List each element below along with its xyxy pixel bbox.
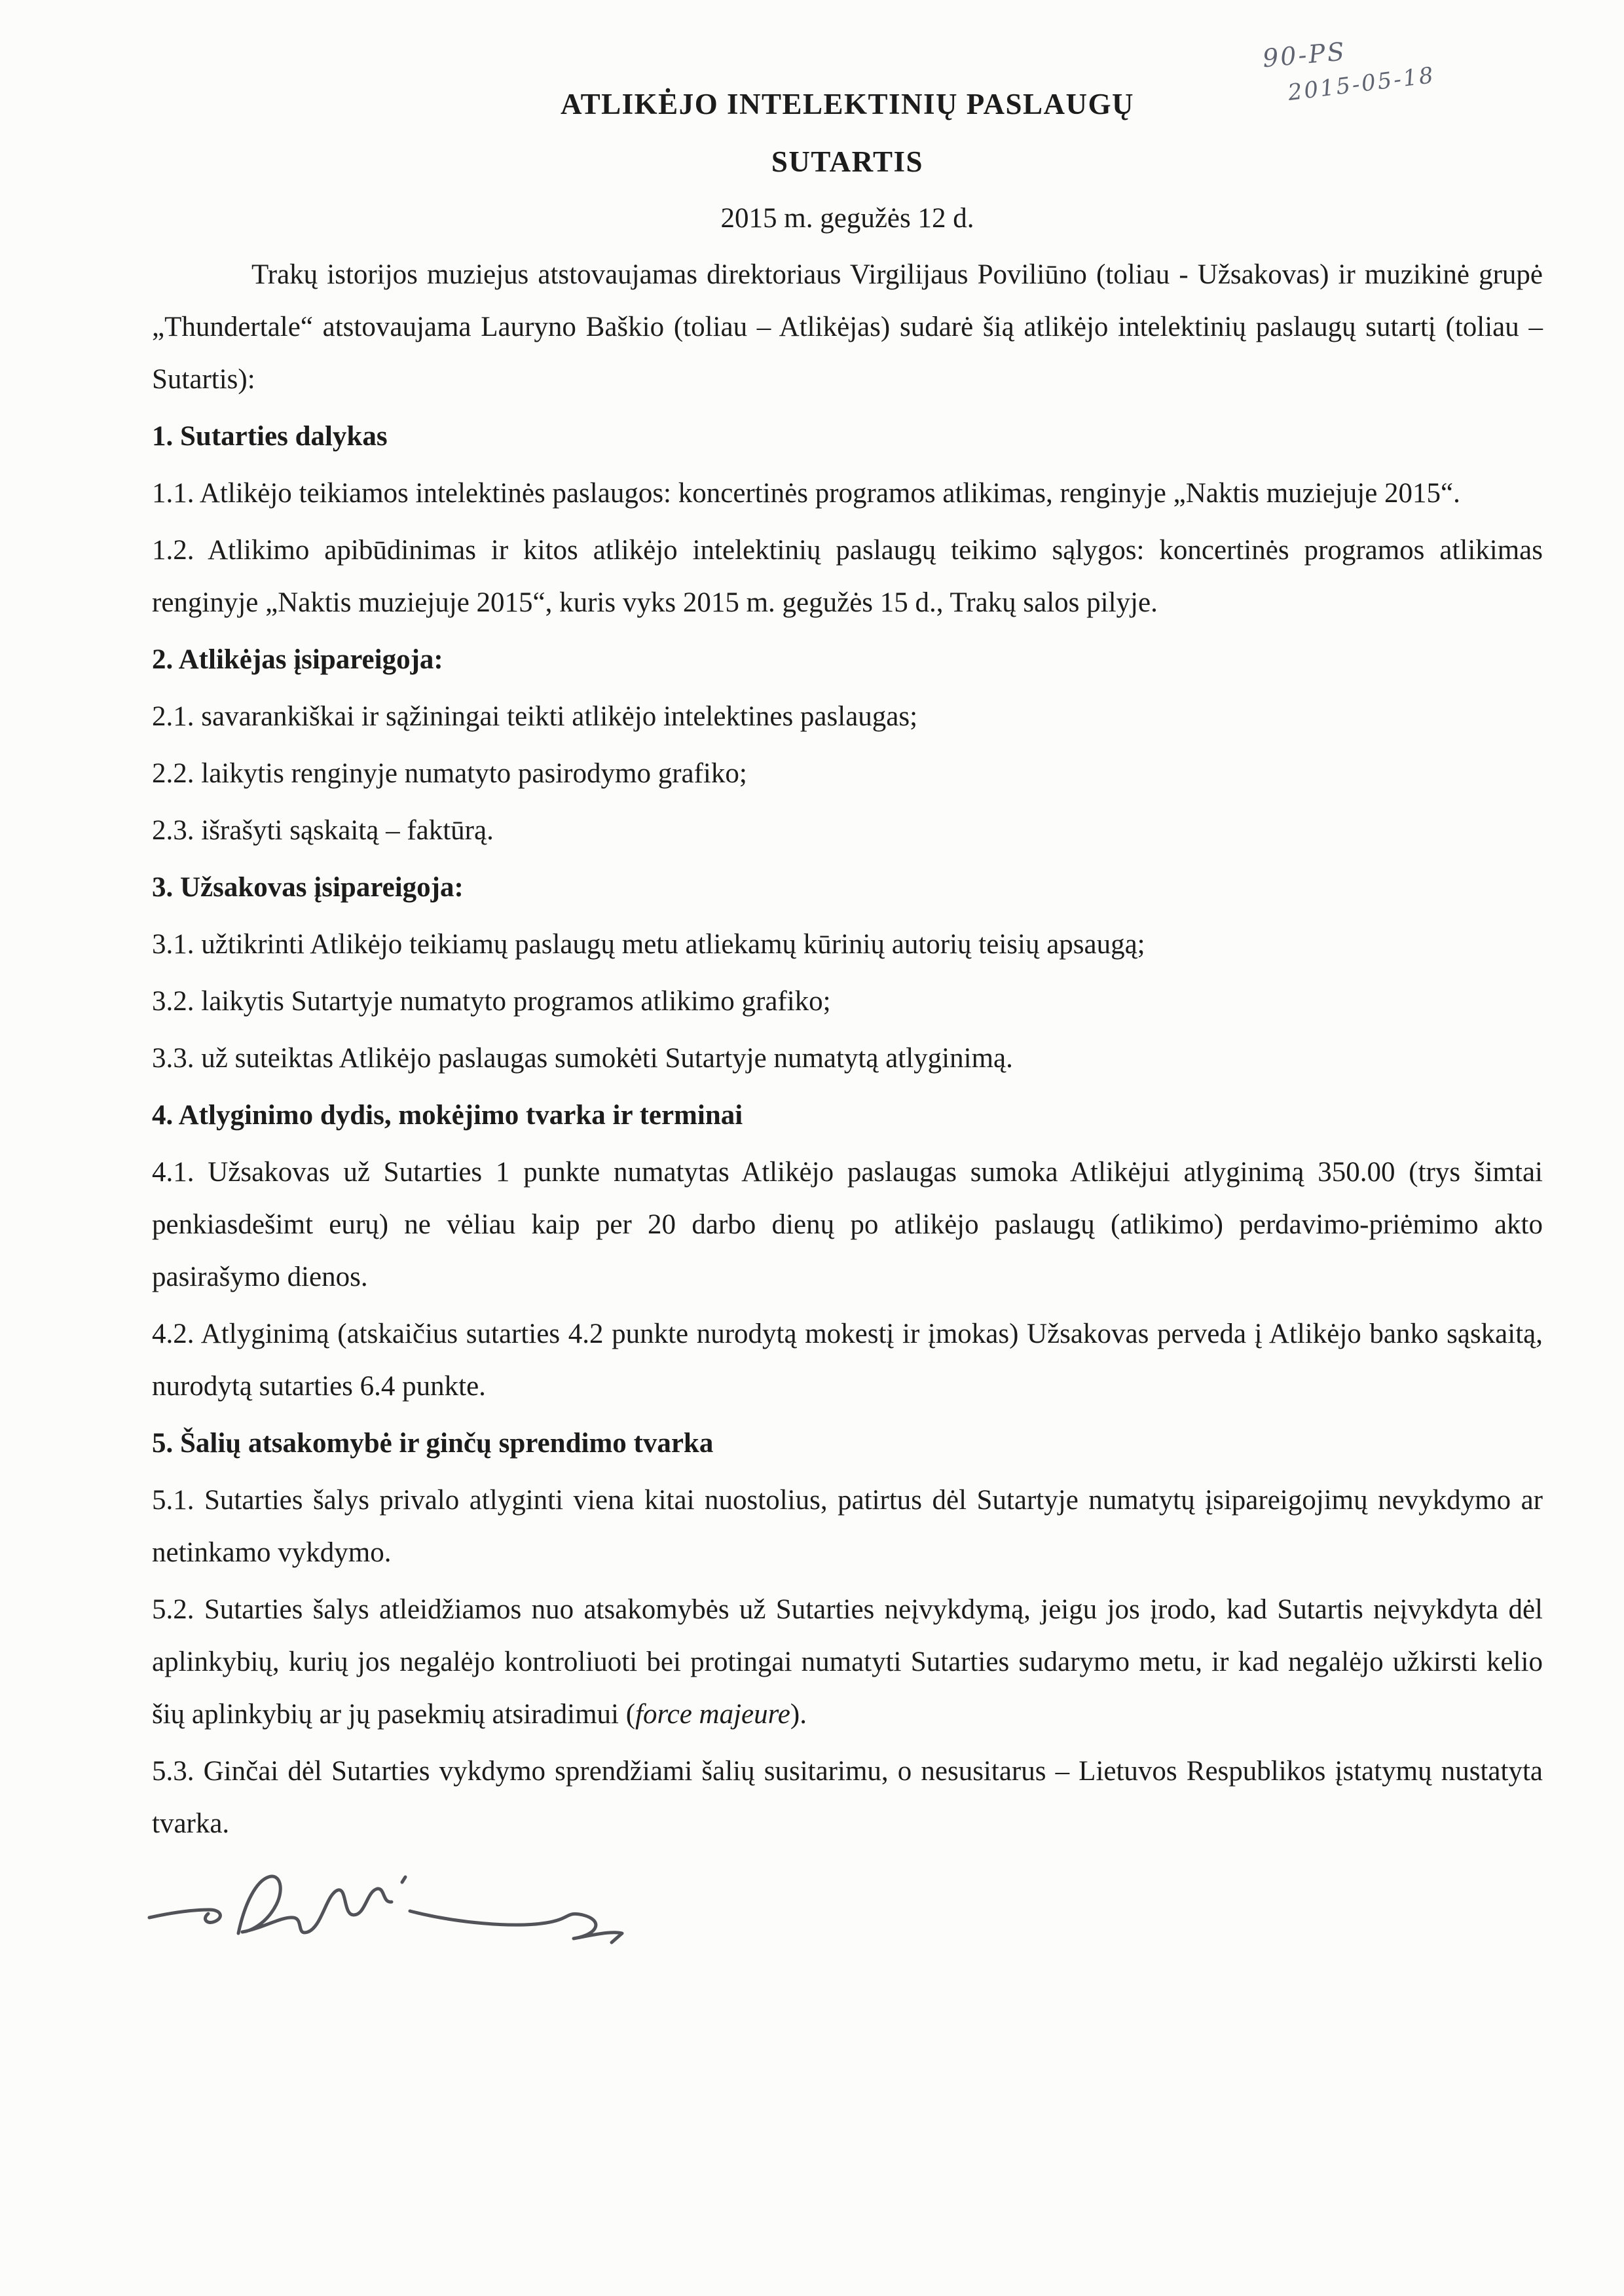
document-title-line2: SUTARTIS	[771, 145, 924, 178]
clause-2-2: 2.2. laikytis renginyje numatyto pasirodymo grafiko;	[152, 758, 747, 789]
clause-3-1: 3.1. užtikrinti Atlikėjo teikiamų paslaugų metu atliekamų kūrinių autorių teisių apsaugą;	[152, 929, 1145, 960]
clause-2-3: 2.3. išrašyti sąskaitą – faktūrą.	[152, 815, 494, 846]
clause-5-2-text-end: ).	[790, 1699, 807, 1730]
signature-block	[145, 1855, 1543, 1979]
clause-4-1: 4.1. Užsakovas už Sutarties 1 punkte numatytas Atlikėjo paslaugas sumoka Atlikėjui atlyginimą 350.00 (trys šimtai penkiasdešimt eurų) ne vėliau kaip per 20 darbo dienų po atlikėjo paslaugų (atlikimo) perdavimo-priėmimo akto pasirašymo dienos.	[152, 1157, 1543, 1292]
section-3-heading: 3. Užsakovas įsipareigoja:	[152, 872, 464, 903]
clause-5-2-force-majeure: force majeure	[635, 1699, 790, 1730]
section-2-heading: 2. Atlikėjas įsipareigoja:	[152, 644, 443, 675]
clause-5-1: 5.1. Sutarties šalys privalo atlyginti viena kitai nuostolius, patirtus dėl Sutartyje numatytų įsipareigojimų nevykdymo ar netinkamo vykdymo.	[152, 1485, 1543, 1568]
clause-1-2: 1.2. Atlikimo apibūdinimas ir kitos atlikėjo intelektinių paslaugų teikimo sąlygos: koncertinės programos atlikimas renginyje „Naktis muziejuje 2015“, kuris vyks 2015 m. gegužės 15 d., Trakų salos pilyje.	[152, 535, 1543, 618]
clause-1-1: 1.1. Atlikėjo teikiamos intelektinės paslaugos: koncertinės programos atlikimas, renginyje „Naktis muziejuje 2015“.	[152, 478, 1460, 509]
document-date-line: 2015 m. gegužės 12 d.	[720, 203, 974, 234]
clause-5-2-text: 5.2. Sutarties šalys atleidžiamos nuo atsakomybės už Sutarties neįvykdymą, jeigu jos įrodo, kad Sutartis neįvykdyta dėl aplinkybių, kurių jos negalėjo kontroliuoti bei protingai numatyti Sutarties sudarymo metu, ir kad negalėjo užkirsti kelio šių aplinkybių ar jų pasekmių atsiradimui (	[152, 1594, 1543, 1730]
clause-3-3: 3.3. už suteiktas Atlikėjo paslaugas sumokėti Sutartyje numatytą atlyginimą.	[152, 1043, 1013, 1074]
signature-scribble	[145, 1855, 643, 1973]
intro-paragraph: Trakų istorijos muziejus atstovaujamas direktoriaus Virgilijaus Poviliūno (toliau - Užsakovas) ir muzikinė grupė „Thundertale“ atstovaujama Lauryno Baškio (toliau – Atlikėjas) sudarė šią atlikėjo intelektinių paslaugų sutartį (toliau – Sutartis):	[152, 259, 1543, 395]
clause-2-1: 2.1. savarankiškai ir sąžiningai teikti atlikėjo intelektines paslaugas;	[152, 701, 918, 732]
document-title-line1: ATLIKĖJO INTELEKTINIŲ PASLAUGŲ	[560, 88, 1134, 120]
clause-3-2: 3.2. laikytis Sutartyje numatyto programos atlikimo grafiko;	[152, 986, 831, 1017]
clause-5-3: 5.3. Ginčai dėl Sutarties vykdymo sprendžiami šalių susitarimu, o nesusitarus – Lietuvos Respublikos įstatymų nustatyta tvarka.	[152, 1756, 1543, 1839]
section-1-heading: 1. Sutarties dalykas	[152, 421, 388, 452]
clause-5-2	[152, 1584, 1543, 1741]
clause-4-2: 4.2. Atlyginimą (atskaičius sutarties 4.2 punkte nurodytą mokestį ir įmokas) Užsakovas perveda į Atlikėjo banko sąskaitą, nurodytą sutarties 6.4 punkte.	[152, 1319, 1543, 1402]
section-5-heading: 5. Šalių atsakomybė ir ginčų sprendimo tvarka	[152, 1428, 714, 1459]
handwritten-note-line1: 90-PS	[1261, 37, 1348, 73]
section-4-heading: 4. Atlyginimo dydis, mokėjimo tvarka ir terminai	[152, 1100, 743, 1131]
handwritten-note-line2: 2015-05-18	[1286, 62, 1437, 107]
